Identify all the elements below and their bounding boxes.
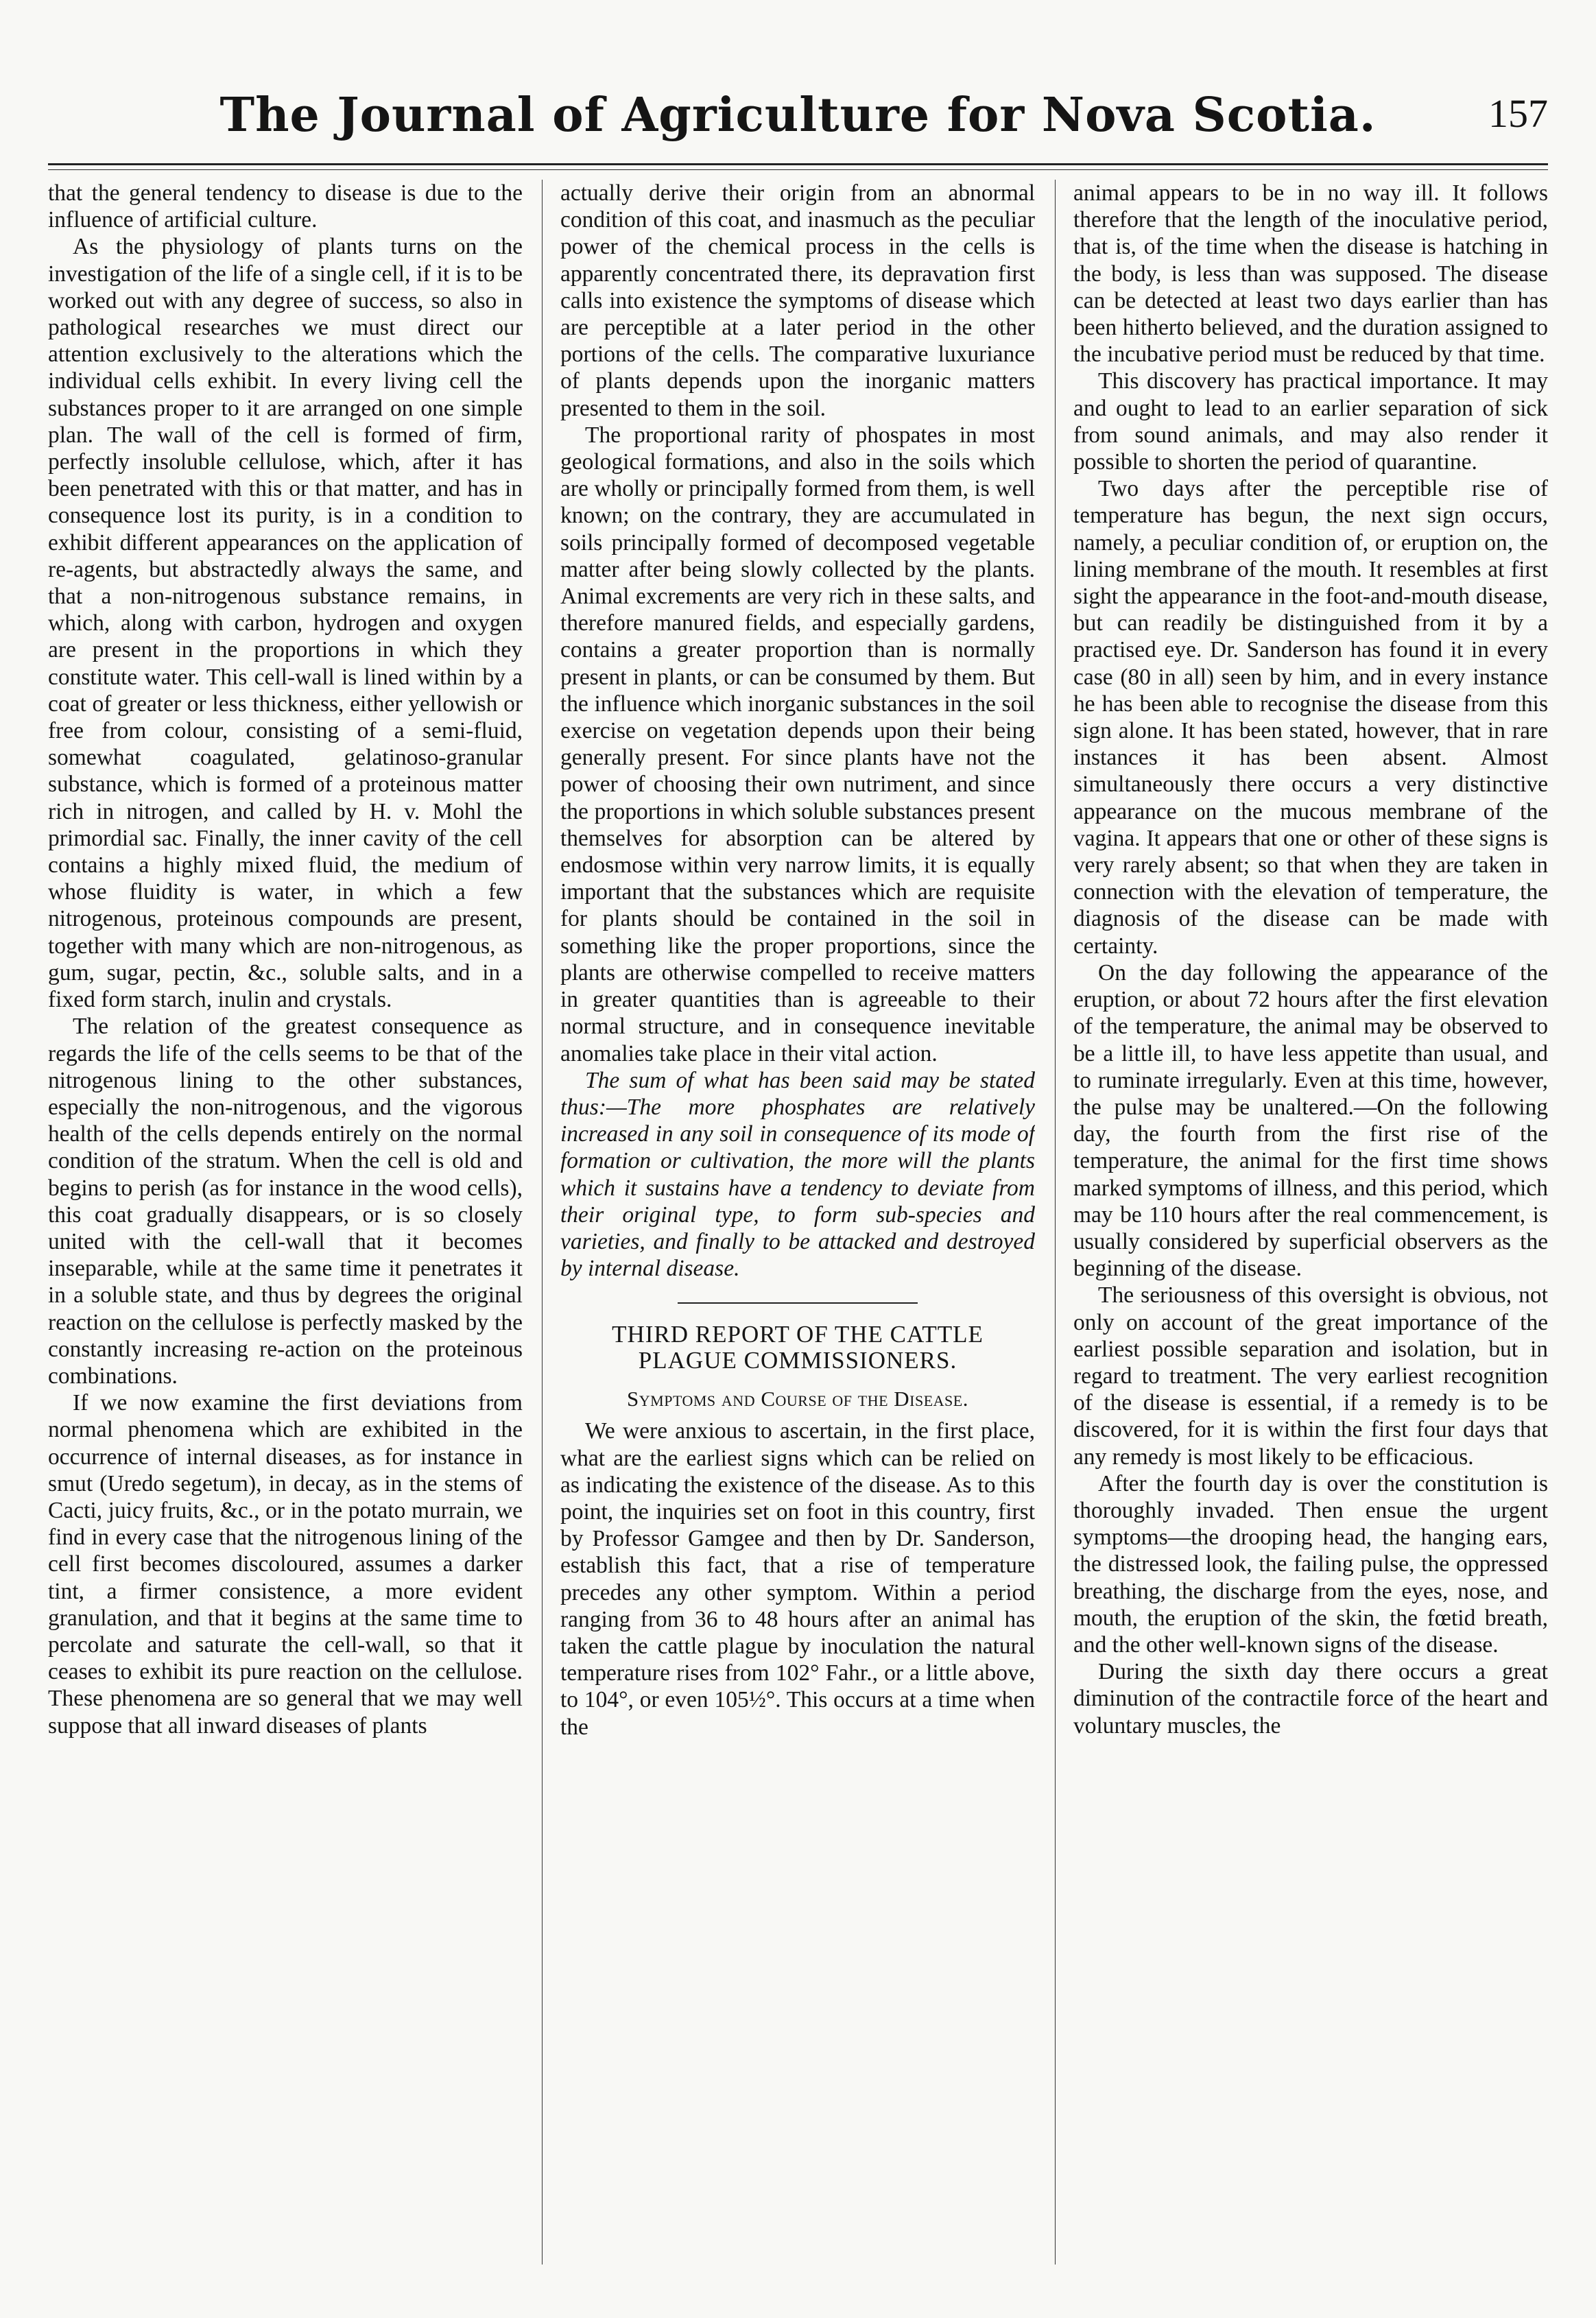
- paragraph: The proportional rarity of phospates in most geological formations, and also in the soils which are wholly or principally formed from them, is well known; on the contrary, they are accumulated in soils principally formed of decomposed vegetable matter after being slowly collected by the plants. Animal excrements are very rich in these salts, and therefore manured fields, and especially gardens, contains a greater proportion than is normally present in plants, or can be consumed by them. But the influence which inorganic substances in the soil exercise on vegetation depends upon their being generally present. For since plants have not the power of choosing their own nutriment, and since the proportions in which soluble substances present themselves for absorption can be altered by endosmose within very narrow limits, it is equally important that the substances which are requisite for plants should be contained in the soil in something like the proper proportions, since the plants are otherwise compelled to receive matters in greater quantities than is agreeable to their normal structure, and in consequence inevitable anomalies take place in their vital action.: [560, 422, 1035, 1066]
- summary-paragraph: The sum of what has been said may be stated thus:—The more phosphates are relatively increased in any soil in consequence of its mode of formation or cultivation, the more will the plants which it sustains have a tendency to deviate from their original type, to form sub-species and varieties, and finally to be attacked and destroyed by internal disease.: [560, 1067, 1035, 1282]
- column-2: [560, 180, 1035, 2265]
- header-rule: [48, 163, 1548, 170]
- paragraph: On the day following the appearance of the eruption, or about 72 hours after the first elevation of the temperature, the animal may be observed to be a little ill, to have less appetite than usual, and to ruminate irregularly. Even at this time, however, the pulse may be unaltered.—On the following day, the fourth from the first rise of the temperature, the animal for the first time shows marked symptoms of illness, and this period, which may be 110 hours after the real commencement, is usually considered by superficial observers as the beginning of the disease.: [1073, 959, 1548, 1282]
- paragraph: As the physiology of plants turns on the investigation of the life of a single cell, if it is to be worked out with any degree of success, so also in pathological researches we must direct our attention exclusively to the alterations which the individual cells exhibit. In every living cell the substances proper to it are arranged on one simple plan. The wall of the cell is formed of firm, perfectly insoluble cellulose, which, after it has been penetrated with this or that matter, and has in consequence lost its purity, is in a condition to exhibit different appearances on the application of re-agents, but abstractedly always the same, and that a non-nitrogenous substance remains, in which, along with carbon, hydrogen and oxygen are present in the proportions in which they constitute water. This cell-wall is lined within by a coat of greater or less thickness, either yellowish or free from colour, consisting of a semi-fluid, somewhat coagulated, gelatinoso-granular substance, which is formed of a proteinous matter rich in nitrogen, and called by H. v. Mohl the primordial sac. Finally, the inner cavity of the cell contains a highly mixed fluid, the medium of whose fluidity is water, in which a few nitrogenous, proteinous compounds are present, together with many which are non-nitrogenous, as gum, sugar, pectin, &c., soluble salts, and in a fixed form starch, inulin and crystals.: [48, 234, 523, 1013]
- paragraph: actually derive their origin from an abnormal condition of this coat, and inasmuch as the peculiar power of the chemical process in the cells is apparently concentrated there, its depravation first calls into existence the symptoms of disease which are perceptible at a later period in the other portions of the cells. The comparative luxuriance of plants depends upon the inorganic matters presented to them in the soil.: [560, 180, 1035, 421]
- page-number: 157: [1488, 91, 1548, 136]
- article-title: THIRD REPORT OF THE CATTLE PLAGUE COMMISSIONERS.: [612, 1321, 984, 1374]
- section-divider: [678, 1302, 918, 1304]
- paragraph: During the sixth day there occurs a great diminution of the contractile force of the heart and voluntary muscles, the: [1073, 1659, 1548, 1738]
- column-3: [1073, 180, 1548, 2265]
- column-divider: [542, 180, 543, 2265]
- paragraph: that the general tendency to disease is due to the influence of artificial culture.: [48, 180, 523, 233]
- paragraph: If we now examine the first deviations from normal phenomena which are exhibited in the occurrence of internal diseases, as for instance in smut (Uredo segetum), in decay, as in the stems of Cacti, juicy fruits, &c., or in the potato murrain, we find in every case that the nitrogenous lining of the cell first becomes discoloured, assumes a darker tint, a firmer consistence, a more evident granulation, and that it begins at the same time to percolate and saturate the cell-wall, so that it ceases to exhibit its pure reaction on the cellulose. These phenomena are so general that we may well suppose that all inward diseases of plants: [48, 1390, 523, 1738]
- paragraph: This discovery has practical importance. It may and ought to lead to an earlier separation of sick from sound animals, and may also render it possible to shorten the period of quarantine.: [1073, 368, 1548, 475]
- paragraph: Two days after the perceptible rise of temperature has begun, the next sign occurs, namely, a peculiar condition of, or eruption on, the lining membrane of the mouth. It resembles at first sight the appearance in the foot-and-mouth disease, but can readily be distinguished from it by a practised eye. Dr. Sanderson has found it in every case (80 in all) seen by him, and in every instance he has been able to recognise the disease from this sign alone. It has been stated, however, that in rare instances it has been absent. Almost simultaneously there occurs a very distinctive appearance on the mucous membrane of the vagina. It appears that one or other of these signs is very rarely absent; so that when they are taken in connection with the elevation of temperature, the diagnosis of the disease can be made with certainty.: [1073, 476, 1548, 959]
- journal-title: The Journal of Agriculture for Nova Scotia.: [219, 88, 1377, 143]
- column-1: [48, 180, 523, 2265]
- article-subtitle: Symptoms and Course of the Disease.: [627, 1387, 968, 1411]
- paragraph: animal appears to be in no way ill. It follows therefore that the length of the inoculative period, that is, of the time when the disease is hatching in the body, is less than was supposed. The disease can be detected at least two days earlier than has been hitherto believed, and the duration assigned to the incubative period must be reduced by that time.: [1073, 180, 1548, 368]
- text-columns: [48, 180, 1548, 2265]
- paragraph: The relation of the greatest consequence as regards the life of the cells seems to be that of the nitrogenous lining to the other substances, especially the non-nitrogenous, and the vigorous health of the cells depends entirely on the normal condition of the stratum. When the cell is old and begins to perish (as for instance in the wood cells), this coat gradually disappears, or is so closely united with the cell-wall that it becomes inseparable, while at the same time it penetrates it in a soluble state, and thus by degrees the original reaction on the cellulose is perfectly masked by the constantly increasing re-action on the proteinous combinations.: [48, 1014, 523, 1389]
- column-divider: [1055, 180, 1056, 2265]
- paragraph: The seriousness of this oversight is obvious, not only on account of the great importance of the earliest possible separation and isolation, but in regard to treatment. The very earliest recognition of the disease is essential, if a remedy is to be discovered, for it is within the first four days that any remedy is most likely to be efficacious.: [1073, 1282, 1548, 1470]
- paragraph: We were anxious to ascertain, in the first place, what are the earliest signs which can be relied on as indicating the existence of the disease. As to this point, the inquiries set on foot in this country, first by Professor Gamgee and then by Dr. Sanderson, establish this fact, that a rise of temperature precedes any other symptom. Within a period ranging from 36 to 48 hours after an animal has taken the cattle plague by inoculation the natural temperature rises from 102° Fahr., or a little above, to 104°, or even 105½°. This occurs at a time when the: [560, 1418, 1035, 1740]
- paragraph: After the fourth day is over the constitution is thoroughly invaded. Then ensue the urgent symptoms—the drooping head, the hanging ears, the distressed look, the failing pulse, the oppressed breathing, the discharge from the eyes, nose, and mouth, the eruption of the skin, the fœtid breath, and the other well-known signs of the disease.: [1073, 1470, 1548, 1658]
- running-head: [48, 81, 1548, 155]
